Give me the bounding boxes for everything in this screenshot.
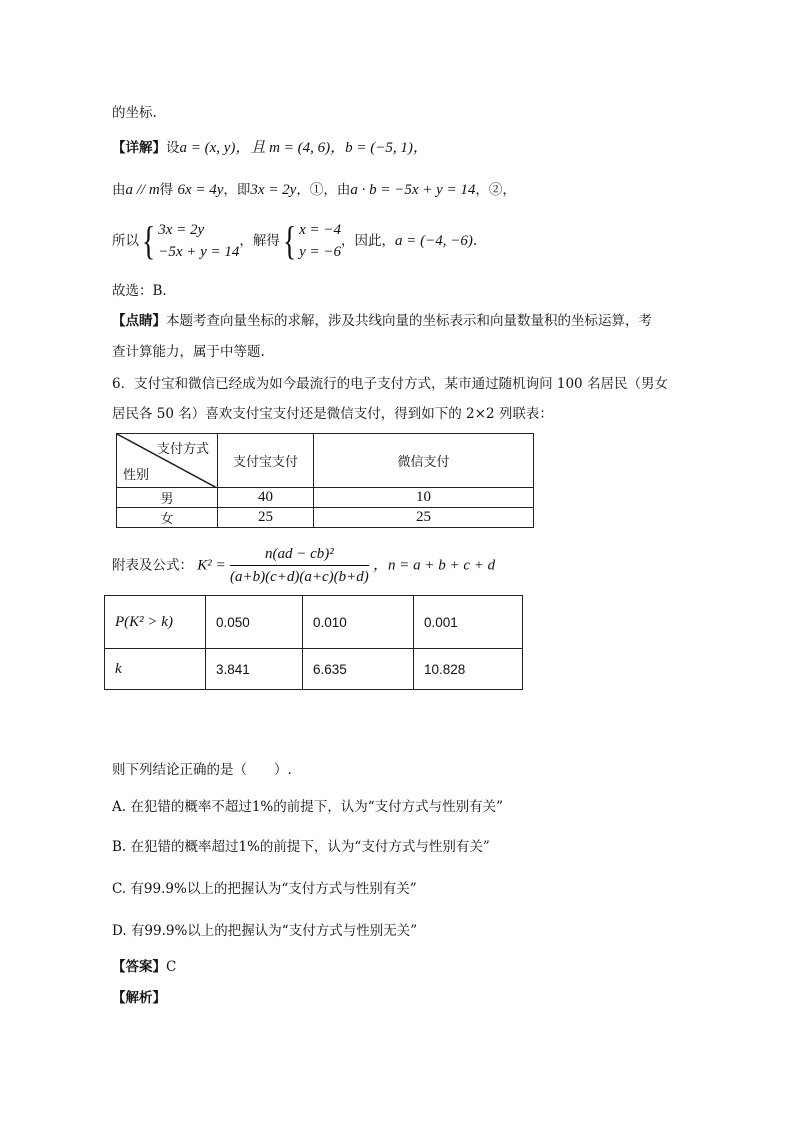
comment-text: 查计算能力，属于中等题.	[112, 344, 265, 360]
option-a	[112, 797, 503, 817]
text-fragment: 的坐标.	[112, 105, 157, 121]
text-fragment: ，因此，	[341, 233, 395, 249]
table-cell: 0.050	[206, 596, 303, 649]
question-line	[112, 374, 668, 394]
option-b	[112, 837, 490, 857]
formula-line	[112, 543, 495, 588]
question-text: 则下列结论正确的是（ ）.	[112, 762, 292, 778]
math-expression: a = (x, y)，且 m = (4, 6)，b = (−5, 1)，	[179, 140, 428, 156]
fraction-denominator: (a+b)(c+d)(a+c)(b+d)	[229, 569, 369, 585]
table-row	[117, 488, 534, 508]
text-fragment: .	[472, 233, 478, 249]
option-text: D. 有99.9%以上的把握认为“支付方式与性别无关”	[112, 923, 418, 939]
math-expression: a // m	[125, 182, 160, 198]
math-expression: ，n = a + b + c + d	[373, 557, 496, 574]
detail-label: 【详解】	[112, 140, 166, 156]
table-row	[117, 508, 534, 528]
table-cell: 10.828	[414, 649, 523, 690]
brace-glyph: {	[282, 218, 297, 263]
text-fragment: 设	[166, 140, 180, 156]
question-text: 居民各 50 名）喜欢支付宝支付还是微信支付，得到如下的 2×2 列联表：	[112, 406, 553, 422]
text-fragment: ，解得	[239, 233, 280, 249]
text-line	[112, 180, 516, 200]
option-d	[112, 921, 417, 941]
formula-label: 附表及公式：	[112, 557, 193, 574]
equation-system	[299, 219, 341, 263]
text-fragment: ，即	[223, 182, 251, 198]
comment-line	[112, 342, 265, 362]
table-cell: 0.001	[414, 596, 523, 649]
option-text: B. 在犯错的概率超过1%的前提下，认为“支付方式与性别有关”	[112, 839, 490, 855]
row-label: 男	[117, 488, 218, 508]
table-cell: 3.841	[206, 649, 303, 690]
answer-value: C	[166, 959, 177, 975]
choose-text: 故选：B.	[112, 283, 167, 299]
corner-cell	[117, 434, 218, 488]
text-fragment: 所以	[112, 233, 139, 249]
table-cell: 40	[218, 488, 314, 508]
text-line	[112, 281, 167, 301]
column-header: 微信支付	[314, 434, 534, 488]
math-expression: a = (−4, −6)	[395, 233, 473, 249]
text-fragment: ，①，由	[296, 182, 351, 198]
table-cell: 10	[314, 488, 534, 508]
text-fragment: ，②，	[475, 182, 516, 198]
answer-label: 【答案】	[112, 959, 166, 975]
question-line	[112, 404, 553, 424]
row-label: k	[105, 649, 206, 690]
equation-row: −5x + y = 14	[158, 244, 240, 260]
brace-glyph: {	[141, 218, 156, 263]
detail-line	[112, 138, 428, 158]
equation-row: 3x = 2y	[158, 222, 205, 238]
option-text: A. 在犯错的概率不超过1%的前提下，认为“支付方式与性别有关”	[112, 799, 504, 815]
option-text: C. 有99.9%以上的把握认为“支付方式与性别有关”	[112, 881, 417, 897]
answer-line	[112, 957, 176, 977]
formula-fraction	[230, 545, 369, 586]
analysis-label: 【解析】	[112, 990, 166, 1006]
equation-row: x = −4	[299, 222, 341, 238]
question-line	[112, 760, 292, 780]
corner-bottom-label: 性别	[123, 468, 150, 483]
text-line	[112, 103, 157, 123]
text-fragment: 得	[159, 182, 174, 198]
math-expression: 6x = 4y	[177, 182, 224, 198]
table-row	[105, 596, 523, 649]
column-header: 支付宝支付	[218, 434, 314, 488]
fraction-numerator: n(ad − cb)²	[230, 545, 369, 566]
analysis-line	[112, 988, 166, 1008]
equation-row: y = −6	[299, 244, 341, 260]
question-text: 6．支付宝和微信已经成为如今最流行的电子支付方式，某市通过随机询问 100 名居民（男女	[112, 376, 668, 392]
row-label: P(K² > k)	[105, 596, 206, 649]
table-row	[105, 649, 523, 690]
equation-system	[158, 219, 239, 263]
system-line	[112, 219, 477, 263]
text-fragment: 由	[112, 182, 126, 198]
table-cell: 25	[218, 508, 314, 528]
math-expression: 3x = 2y	[250, 182, 297, 198]
table-cell: 0.010	[303, 596, 414, 649]
comment-label: 【点睛】	[112, 313, 166, 329]
math-expression: a · b = −5x + y = 14	[350, 182, 476, 198]
corner-top-label: 支付方式	[156, 442, 209, 457]
comment-text: 本题考查向量坐标的求解，涉及共线向量的坐标表示和向量数量积的坐标运算，考	[166, 313, 652, 329]
option-c	[112, 879, 417, 899]
table-cell: 25	[314, 508, 534, 528]
row-label: 女	[117, 508, 218, 528]
math-expression: K² =	[197, 557, 226, 574]
contingency-table	[116, 433, 534, 528]
table-header-row	[117, 434, 534, 488]
critical-value-table	[104, 595, 523, 690]
comment-line	[112, 311, 652, 331]
table-cell: 6.635	[303, 649, 414, 690]
